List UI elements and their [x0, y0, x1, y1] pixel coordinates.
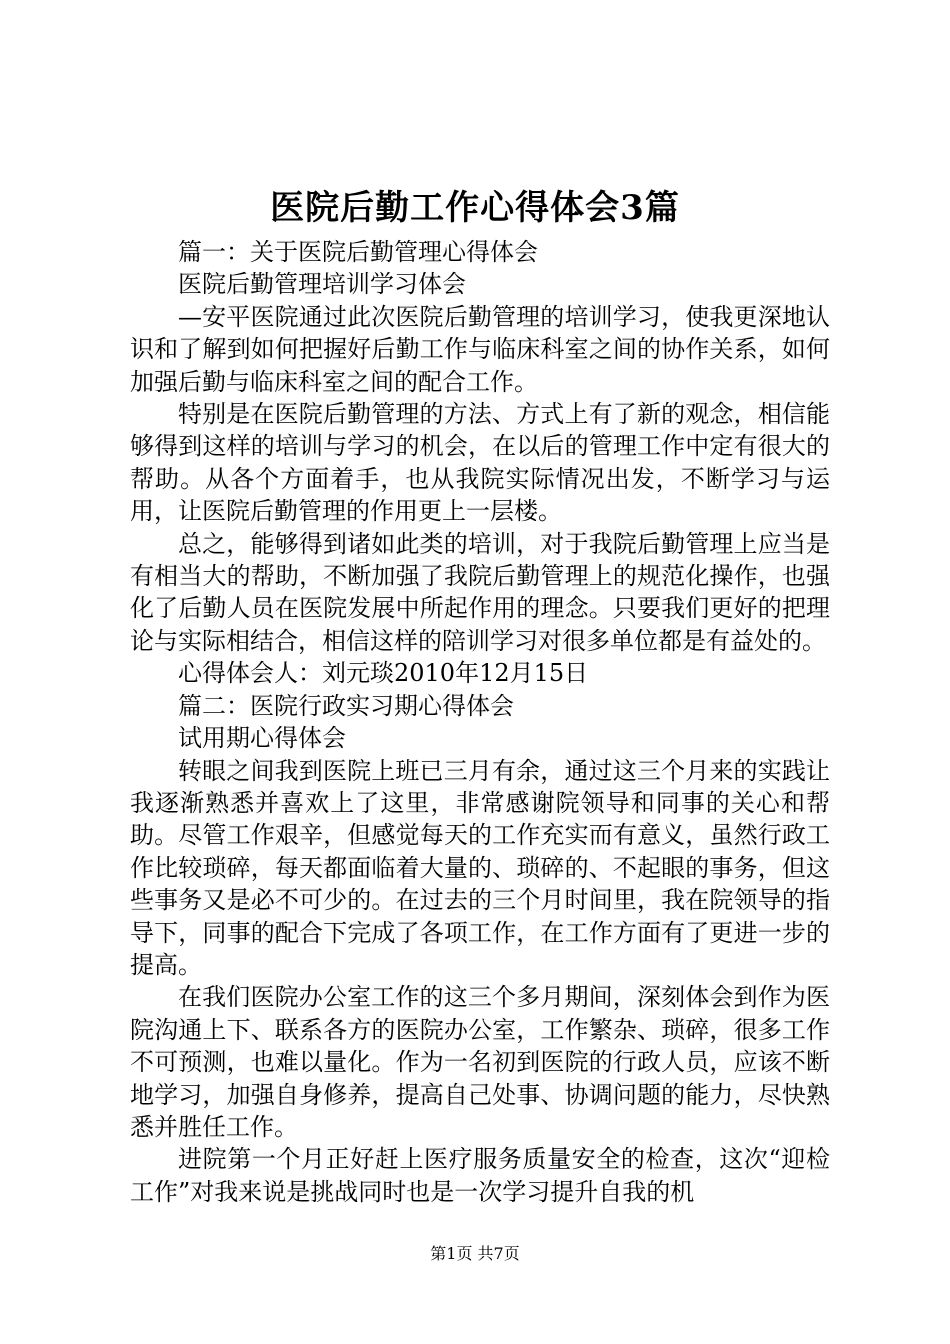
- paragraph: 在我们医院办公室工作的这三个多月期间，深刻体会到作为医院沟通上下、联系各方的医院办公室，工作繁杂、琐碎，很多工作不可预测，也难以量化。作为一名初到医院的行政人员，应该不断地学习，加强自身修养，提高自己处事、协调问题的能力，尽快熟悉并胜任工作。: [130, 983, 830, 1141]
- paragraph: 转眼之间我到医院上班已三月有余，通过这三个月来的实践让我逐渐熟悉并喜欢上了这里，非常感谢院领导和同事的关心和帮助。尽管工作艰辛，但感觉每天的工作充实而有意义，虽然行政工作比较琐碎，每天都面临着大量的、琐碎的、不起眼的事务，但这些事务又是必不可少的。在过去的三个月时间里，我在院领导的指导下，同事的配合下完成了各项工作，在工作方面有了更进一步的提高。: [130, 756, 830, 979]
- paragraph-section-one-heading: 篇一：关于医院后勤管理心得体会: [178, 238, 538, 266]
- paragraph: —安平医院通过此次医院后勤管理的培训学习，使我更深地认识和了解到如何把握好后勤工作与临床科室之间的协作关系，如何加强后勤与临床科室之间的配合工作。: [130, 302, 830, 396]
- paragraph-subheading: 试用期心得体会: [178, 724, 346, 753]
- paragraph-signature: 心得体会人：刘元琰2010年12月15日: [178, 659, 589, 688]
- paragraph-section-two-heading: 篇二：医院行政实习期心得体会: [178, 691, 514, 720]
- document-title: 医院后勤工作心得体会3篇: [270, 188, 680, 228]
- paragraph-subheading: 医院后勤管理培训学习体会: [178, 270, 466, 299]
- paragraph: 特别是在医院后勤管理的方法、方式上有了新的观念，相信能够得到这样的培训与学习的机会，在以后的管理工作中定有很大的帮助。从各个方面着手，也从我院实际情况出发，不断学习与运用，让医院后勤管理的作用更上一层楼。: [130, 400, 830, 526]
- page-number-footer: 第1页 共7页: [430, 1244, 520, 1263]
- document-body: [130, 236, 830, 1208]
- paragraph: 总之，能够得到诸如此类的培训，对于我院后勤管理上应当是有相当大的帮助，不断加强了我院后勤管理上的规范化操作，也强化了后勤人员在医院发展中所起作用的理念。只要我们更好的把理论与实际相结合，相信这样的陪训学习对很多单位都是有益处的。: [130, 529, 830, 655]
- paragraph: 进院第一个月正好赶上医疗服务质量安全的检查，这次“迎检工作”对我来说是挑战同时也是一次学习提升自我的机: [130, 1145, 830, 1206]
